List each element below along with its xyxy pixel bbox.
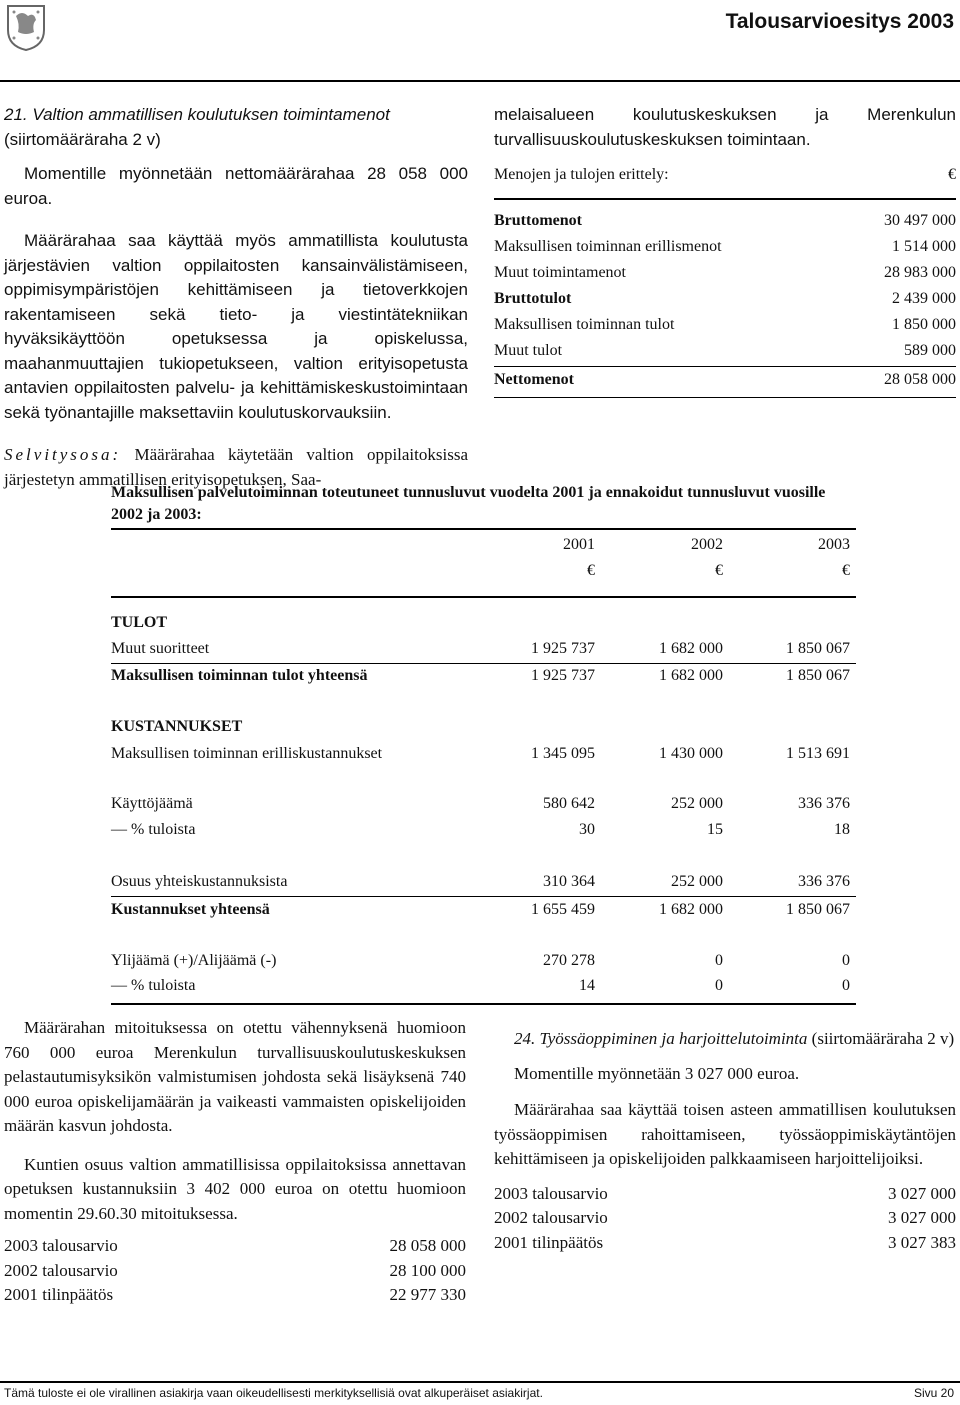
budget-table [494, 1182, 956, 1256]
table-row: Bruttotulot 2 439 000 [494, 289, 956, 307]
budget-row: 2003 talousarvio 28 058 000 [4, 1236, 466, 1255]
section-24-title: 24. Työssäoppiminen ja harjoittelutoiminta (siirtomääräraha 2 v) [514, 1029, 955, 1048]
dimensioning-paragraph: Määrärahan mitoituksessa on otettu vähennyksenä huomioon 760 000 euroa Merenkulun turvallisuuskoulutuskeskuksen pelastautumisyksikön valmistumisen johdosta sekä lisäyksenä 740 000 euroa opiskelijamäärän ja vaikeasti vammaisten opiskelijoiden määrän kasvun johdosta. [4, 1018, 466, 1135]
continued-paragraph: melaisalueen koulutuskeskuksen ja Merenkulun turvallisuuskoulutuskeskuksen toimintaan. [494, 105, 956, 149]
footer-disclaimer: Tämä tuloste ei ole virallinen asiakirja vaan oikeudellisesti merkityksellisiä ovat alkuperäiset asiakirjat. [4, 1386, 543, 1400]
itemization-title: Menojen ja tulojen erittely: [494, 166, 669, 183]
budget-row: 2001 tilinpäätös 22 977 330 [4, 1285, 466, 1304]
table-row: Maksullisen toiminnan erillismenot 1 514 000 [494, 237, 956, 255]
key-figures-title: Maksullisen palvelutoiminnan toteutuneet tunnusluvut vuodelta 2001 ja ennakoidut tunnusluvut vuosille 2002 ja 2003: [111, 484, 826, 523]
tulot-subtotal-rule [111, 663, 856, 664]
bottom-left-column [4, 1016, 466, 1308]
itemization-bottom-rule [494, 397, 956, 399]
selvitysosa-label: Selvitysosa: [4, 445, 122, 464]
header-rule [0, 80, 960, 82]
table-row-total: Nettomenot 28 058 000 [494, 370, 956, 388]
section-24-usage: Määrärahaa saa käyttää toisen asteen ammatillisen koulutuksen työssäoppimisen rahoittamiseen, työssäoppimiskäytäntöjen kehittämiseen ja opiskelijoiden palkkaamiseen harjoittelijoiksi. [494, 1100, 956, 1168]
nettomenot-rule [494, 366, 956, 367]
municipal-share-paragraph: Kuntien osuus valtion ammatillisissa oppilaitoksissa annettavan opetuksen kustannuksiin 3 402 000 euroa on otettu huomioon momentin 29.60.30 mitoituksessa. [4, 1154, 466, 1223]
selvitysosa-text: Määrärahaa käytetään valtion oppilaitoksissa järjestetyn ammatillisen erityisopetuksen, Saa- [4, 445, 468, 489]
left-column-top [4, 103, 468, 492]
right-column-top [494, 103, 956, 398]
year-2001: 2001 [563, 536, 595, 553]
coat-of-arms-logo [4, 2, 48, 52]
header-title: Talousarvioesitys 2003 [725, 10, 954, 33]
key-figures-bottom-rule [111, 1003, 856, 1005]
budget-row: 2002 talousarvio 28 100 000 [4, 1260, 466, 1280]
kustannukset-subtotal-rule [111, 896, 856, 897]
key-figures-top-rule [111, 528, 856, 530]
section-title: 21. Valtion ammatillisen koulutuksen toimintamenot (siirtomääräraha 2 v) [4, 105, 390, 149]
itemization-title-row [494, 162, 956, 188]
section-24-appropriation: Momentille myönnetään 3 027 000 euroa. [514, 1063, 800, 1083]
usage-paragraph: Määrärahaa saa käyttää myös ammatillista koulutusta järjestävien valtion oppilaitosten kansainvälistämiseen, oppimisympäristöjen kehittämiseen ja tietoverkkojen rakentamiseen sekä tieto- ja viestintätekniikan hyväksikäyttöön opetuksessa ja opiskelussa, maahanmuuttajien tukiopetukseen, valtion erityisopetusta antavien oppilaitosten palvelu- ja kehittämiskeskustoimintaan sekä työnantajille maksettaviin koulutuskorvauksiin. [4, 231, 468, 422]
itemization-top-rule [494, 198, 956, 200]
footer-rule [0, 1381, 960, 1383]
currency-label: € [948, 166, 956, 183]
table-row: Muut toimintamenot 28 983 000 [494, 263, 956, 281]
appropriation-paragraph: Momentille myönnetään nettomäärärahaa 28 058 000 euroa. [4, 164, 468, 208]
year-2002: 2002 [691, 536, 723, 553]
tulot-heading: TULOT [111, 614, 168, 631]
budget-row: 2002 talousarvio 3 027 000 [494, 1208, 956, 1227]
currency-2002: € [715, 562, 723, 579]
budget-row: 2001 tilinpäätös 3 027 383 [494, 1232, 956, 1252]
bottom-right-column [494, 1027, 956, 1255]
budget-table [4, 1234, 466, 1308]
itemization-table [494, 208, 956, 399]
year-2003: 2003 [818, 536, 850, 553]
page-number: Sivu 20 [913, 1386, 954, 1400]
currency-2001: € [587, 562, 595, 579]
kustannukset-heading: KUSTANNUKSET [111, 718, 243, 735]
currency-2003: € [842, 562, 850, 579]
budget-row: 2003 talousarvio 3 027 000 [494, 1183, 956, 1203]
key-figures-header-rule [111, 596, 856, 598]
table-row: Maksullisen toiminnan tulot 1 850 000 [494, 315, 956, 333]
table-row: Muut tulot 589 000 [494, 341, 956, 359]
table-row: Bruttomenot 30 497 000 [494, 211, 956, 229]
